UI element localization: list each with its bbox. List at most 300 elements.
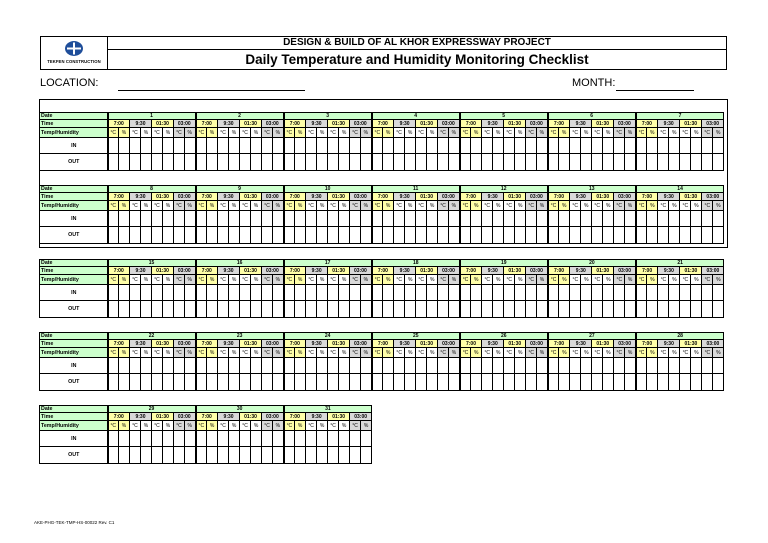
reading-cell[interactable] [130, 447, 141, 464]
reading-cell[interactable] [174, 431, 185, 447]
reading-cell[interactable] [273, 301, 284, 318]
reading-cell[interactable] [449, 138, 460, 154]
reading-cell[interactable] [537, 374, 548, 391]
reading-cell[interactable] [504, 154, 515, 171]
reading-cell[interactable] [295, 138, 306, 154]
reading-cell[interactable] [328, 211, 339, 227]
reading-cell[interactable] [130, 211, 141, 227]
reading-cell[interactable] [713, 154, 724, 171]
reading-cell[interactable] [493, 285, 504, 301]
reading-cell[interactable] [240, 154, 251, 171]
month-field[interactable] [616, 90, 694, 91]
reading-cell[interactable] [218, 431, 229, 447]
reading-cell[interactable] [262, 211, 273, 227]
reading-cell[interactable] [185, 301, 196, 318]
reading-cell[interactable] [108, 285, 119, 301]
reading-cell[interactable] [185, 285, 196, 301]
reading-cell[interactable] [361, 301, 372, 318]
reading-cell[interactable] [504, 374, 515, 391]
reading-cell[interactable] [152, 154, 163, 171]
reading-cell[interactable] [526, 154, 537, 171]
reading-cell[interactable] [218, 285, 229, 301]
reading-cell[interactable] [174, 138, 185, 154]
reading-cell[interactable] [339, 358, 350, 374]
reading-cell[interactable] [152, 374, 163, 391]
reading-cell[interactable] [317, 358, 328, 374]
reading-cell[interactable] [295, 301, 306, 318]
reading-cell[interactable] [702, 154, 713, 171]
reading-cell[interactable] [493, 211, 504, 227]
reading-cell[interactable] [658, 285, 669, 301]
reading-cell[interactable] [339, 285, 350, 301]
reading-cell[interactable] [383, 138, 394, 154]
reading-cell[interactable] [614, 154, 625, 171]
reading-cell[interactable] [262, 138, 273, 154]
reading-cell[interactable] [174, 211, 185, 227]
reading-cell[interactable] [394, 154, 405, 171]
reading-cell[interactable] [130, 138, 141, 154]
reading-cell[interactable] [647, 211, 658, 227]
reading-cell[interactable] [306, 211, 317, 227]
reading-cell[interactable] [262, 358, 273, 374]
reading-cell[interactable] [141, 358, 152, 374]
reading-cell[interactable] [372, 358, 383, 374]
reading-cell[interactable] [548, 211, 559, 227]
reading-cell[interactable] [240, 227, 251, 244]
reading-cell[interactable] [570, 358, 581, 374]
reading-cell[interactable] [691, 154, 702, 171]
reading-cell[interactable] [218, 138, 229, 154]
reading-cell[interactable] [339, 301, 350, 318]
reading-cell[interactable] [141, 285, 152, 301]
reading-cell[interactable] [438, 358, 449, 374]
reading-cell[interactable] [306, 154, 317, 171]
reading-cell[interactable] [713, 211, 724, 227]
reading-cell[interactable] [119, 154, 130, 171]
reading-cell[interactable] [570, 227, 581, 244]
reading-cell[interactable] [680, 301, 691, 318]
reading-cell[interactable] [471, 211, 482, 227]
reading-cell[interactable] [658, 211, 669, 227]
reading-cell[interactable] [240, 285, 251, 301]
reading-cell[interactable] [262, 301, 273, 318]
reading-cell[interactable] [317, 285, 328, 301]
reading-cell[interactable] [218, 154, 229, 171]
reading-cell[interactable] [262, 154, 273, 171]
reading-cell[interactable] [119, 227, 130, 244]
reading-cell[interactable] [504, 301, 515, 318]
reading-cell[interactable] [669, 154, 680, 171]
reading-cell[interactable] [570, 285, 581, 301]
reading-cell[interactable] [372, 227, 383, 244]
reading-cell[interactable] [669, 285, 680, 301]
reading-cell[interactable] [702, 138, 713, 154]
reading-cell[interactable] [185, 374, 196, 391]
reading-cell[interactable] [394, 227, 405, 244]
reading-cell[interactable] [614, 301, 625, 318]
reading-cell[interactable] [416, 154, 427, 171]
reading-cell[interactable] [317, 374, 328, 391]
reading-cell[interactable] [526, 358, 537, 374]
reading-cell[interactable] [163, 285, 174, 301]
reading-cell[interactable] [702, 285, 713, 301]
reading-cell[interactable] [581, 301, 592, 318]
reading-cell[interactable] [482, 138, 493, 154]
reading-cell[interactable] [240, 301, 251, 318]
reading-cell[interactable] [680, 358, 691, 374]
reading-cell[interactable] [108, 138, 119, 154]
reading-cell[interactable] [636, 285, 647, 301]
reading-cell[interactable] [130, 301, 141, 318]
reading-cell[interactable] [273, 227, 284, 244]
reading-cell[interactable] [295, 431, 306, 447]
reading-cell[interactable] [273, 154, 284, 171]
reading-cell[interactable] [108, 374, 119, 391]
reading-cell[interactable] [185, 358, 196, 374]
reading-cell[interactable] [559, 358, 570, 374]
reading-cell[interactable] [669, 358, 680, 374]
reading-cell[interactable] [669, 138, 680, 154]
reading-cell[interactable] [108, 447, 119, 464]
reading-cell[interactable] [702, 211, 713, 227]
reading-cell[interactable] [262, 447, 273, 464]
reading-cell[interactable] [493, 301, 504, 318]
reading-cell[interactable] [603, 285, 614, 301]
reading-cell[interactable] [306, 138, 317, 154]
reading-cell[interactable] [405, 358, 416, 374]
reading-cell[interactable] [713, 374, 724, 391]
reading-cell[interactable] [526, 285, 537, 301]
reading-cell[interactable] [339, 154, 350, 171]
reading-cell[interactable] [537, 358, 548, 374]
reading-cell[interactable] [636, 227, 647, 244]
reading-cell[interactable] [471, 138, 482, 154]
reading-cell[interactable] [471, 227, 482, 244]
reading-cell[interactable] [284, 374, 295, 391]
reading-cell[interactable] [603, 227, 614, 244]
reading-cell[interactable] [251, 138, 262, 154]
reading-cell[interactable] [559, 285, 570, 301]
reading-cell[interactable] [372, 374, 383, 391]
reading-cell[interactable] [581, 285, 592, 301]
reading-cell[interactable] [625, 211, 636, 227]
reading-cell[interactable] [141, 227, 152, 244]
reading-cell[interactable] [251, 227, 262, 244]
reading-cell[interactable] [515, 374, 526, 391]
reading-cell[interactable] [141, 138, 152, 154]
reading-cell[interactable] [119, 358, 130, 374]
reading-cell[interactable] [680, 211, 691, 227]
reading-cell[interactable] [130, 154, 141, 171]
reading-cell[interactable] [196, 358, 207, 374]
reading-cell[interactable] [548, 374, 559, 391]
reading-cell[interactable] [251, 374, 262, 391]
reading-cell[interactable] [658, 301, 669, 318]
reading-cell[interactable] [691, 227, 702, 244]
reading-cell[interactable] [625, 227, 636, 244]
reading-cell[interactable] [273, 358, 284, 374]
reading-cell[interactable] [152, 358, 163, 374]
reading-cell[interactable] [482, 301, 493, 318]
reading-cell[interactable] [625, 374, 636, 391]
reading-cell[interactable] [460, 227, 471, 244]
reading-cell[interactable] [416, 374, 427, 391]
reading-cell[interactable] [383, 285, 394, 301]
reading-cell[interactable] [152, 285, 163, 301]
reading-cell[interactable] [559, 154, 570, 171]
reading-cell[interactable] [658, 138, 669, 154]
reading-cell[interactable] [504, 285, 515, 301]
reading-cell[interactable] [196, 374, 207, 391]
reading-cell[interactable] [416, 138, 427, 154]
reading-cell[interactable] [295, 374, 306, 391]
reading-cell[interactable] [174, 301, 185, 318]
reading-cell[interactable] [328, 447, 339, 464]
reading-cell[interactable] [658, 374, 669, 391]
reading-cell[interactable] [449, 154, 460, 171]
reading-cell[interactable] [603, 301, 614, 318]
reading-cell[interactable] [647, 285, 658, 301]
reading-cell[interactable] [163, 431, 174, 447]
reading-cell[interactable] [416, 358, 427, 374]
reading-cell[interactable] [680, 227, 691, 244]
reading-cell[interactable] [438, 154, 449, 171]
reading-cell[interactable] [658, 227, 669, 244]
reading-cell[interactable] [702, 358, 713, 374]
reading-cell[interactable] [361, 285, 372, 301]
reading-cell[interactable] [427, 374, 438, 391]
reading-cell[interactable] [614, 374, 625, 391]
reading-cell[interactable] [119, 211, 130, 227]
reading-cell[interactable] [196, 285, 207, 301]
reading-cell[interactable] [669, 227, 680, 244]
reading-cell[interactable] [669, 374, 680, 391]
reading-cell[interactable] [592, 374, 603, 391]
reading-cell[interactable] [691, 211, 702, 227]
reading-cell[interactable] [460, 138, 471, 154]
reading-cell[interactable] [163, 447, 174, 464]
reading-cell[interactable] [537, 211, 548, 227]
reading-cell[interactable] [361, 374, 372, 391]
reading-cell[interactable] [372, 285, 383, 301]
reading-cell[interactable] [240, 358, 251, 374]
reading-cell[interactable] [339, 138, 350, 154]
reading-cell[interactable] [559, 211, 570, 227]
reading-cell[interactable] [405, 301, 416, 318]
reading-cell[interactable] [438, 285, 449, 301]
reading-cell[interactable] [548, 154, 559, 171]
reading-cell[interactable] [438, 138, 449, 154]
reading-cell[interactable] [526, 211, 537, 227]
reading-cell[interactable] [196, 211, 207, 227]
reading-cell[interactable] [273, 285, 284, 301]
reading-cell[interactable] [152, 211, 163, 227]
reading-cell[interactable] [603, 138, 614, 154]
reading-cell[interactable] [603, 154, 614, 171]
reading-cell[interactable] [273, 138, 284, 154]
reading-cell[interactable] [680, 374, 691, 391]
reading-cell[interactable] [119, 301, 130, 318]
reading-cell[interactable] [416, 211, 427, 227]
reading-cell[interactable] [592, 211, 603, 227]
reading-cell[interactable] [273, 374, 284, 391]
reading-cell[interactable] [702, 374, 713, 391]
reading-cell[interactable] [383, 301, 394, 318]
reading-cell[interactable] [108, 211, 119, 227]
reading-cell[interactable] [163, 211, 174, 227]
reading-cell[interactable] [306, 447, 317, 464]
reading-cell[interactable] [119, 447, 130, 464]
reading-cell[interactable] [218, 374, 229, 391]
reading-cell[interactable] [405, 285, 416, 301]
reading-cell[interactable] [405, 211, 416, 227]
reading-cell[interactable] [625, 154, 636, 171]
reading-cell[interactable] [614, 285, 625, 301]
reading-cell[interactable] [306, 227, 317, 244]
reading-cell[interactable] [251, 447, 262, 464]
reading-cell[interactable] [713, 285, 724, 301]
reading-cell[interactable] [350, 431, 361, 447]
reading-cell[interactable] [196, 227, 207, 244]
reading-cell[interactable] [592, 285, 603, 301]
reading-cell[interactable] [515, 301, 526, 318]
reading-cell[interactable] [460, 301, 471, 318]
reading-cell[interactable] [328, 154, 339, 171]
reading-cell[interactable] [152, 447, 163, 464]
reading-cell[interactable] [317, 301, 328, 318]
reading-cell[interactable] [647, 358, 658, 374]
reading-cell[interactable] [548, 285, 559, 301]
reading-cell[interactable] [548, 227, 559, 244]
reading-cell[interactable] [504, 358, 515, 374]
reading-cell[interactable] [284, 301, 295, 318]
reading-cell[interactable] [493, 138, 504, 154]
reading-cell[interactable] [427, 301, 438, 318]
reading-cell[interactable] [229, 447, 240, 464]
reading-cell[interactable] [647, 301, 658, 318]
reading-cell[interactable] [614, 138, 625, 154]
reading-cell[interactable] [570, 138, 581, 154]
reading-cell[interactable] [570, 301, 581, 318]
reading-cell[interactable] [669, 301, 680, 318]
reading-cell[interactable] [482, 285, 493, 301]
reading-cell[interactable] [515, 211, 526, 227]
reading-cell[interactable] [284, 285, 295, 301]
reading-cell[interactable] [537, 227, 548, 244]
reading-cell[interactable] [350, 301, 361, 318]
reading-cell[interactable] [625, 301, 636, 318]
reading-cell[interactable] [537, 138, 548, 154]
reading-cell[interactable] [438, 227, 449, 244]
reading-cell[interactable] [449, 358, 460, 374]
reading-cell[interactable] [141, 154, 152, 171]
reading-cell[interactable] [372, 154, 383, 171]
reading-cell[interactable] [229, 374, 240, 391]
reading-cell[interactable] [174, 358, 185, 374]
reading-cell[interactable] [427, 227, 438, 244]
reading-cell[interactable] [207, 358, 218, 374]
reading-cell[interactable] [647, 154, 658, 171]
reading-cell[interactable] [636, 211, 647, 227]
reading-cell[interactable] [350, 227, 361, 244]
reading-cell[interactable] [284, 447, 295, 464]
reading-cell[interactable] [383, 211, 394, 227]
reading-cell[interactable] [218, 447, 229, 464]
reading-cell[interactable] [680, 285, 691, 301]
reading-cell[interactable] [449, 301, 460, 318]
reading-cell[interactable] [174, 227, 185, 244]
reading-cell[interactable] [339, 431, 350, 447]
reading-cell[interactable] [339, 374, 350, 391]
reading-cell[interactable] [229, 431, 240, 447]
reading-cell[interactable] [163, 301, 174, 318]
reading-cell[interactable] [251, 431, 262, 447]
reading-cell[interactable] [416, 285, 427, 301]
reading-cell[interactable] [581, 138, 592, 154]
reading-cell[interactable] [229, 285, 240, 301]
reading-cell[interactable] [471, 374, 482, 391]
reading-cell[interactable] [130, 227, 141, 244]
reading-cell[interactable] [427, 154, 438, 171]
reading-cell[interactable] [207, 154, 218, 171]
reading-cell[interactable] [537, 285, 548, 301]
reading-cell[interactable] [251, 358, 262, 374]
reading-cell[interactable] [273, 447, 284, 464]
reading-cell[interactable] [328, 227, 339, 244]
reading-cell[interactable] [713, 358, 724, 374]
reading-cell[interactable] [229, 154, 240, 171]
reading-cell[interactable] [174, 447, 185, 464]
reading-cell[interactable] [328, 138, 339, 154]
reading-cell[interactable] [482, 154, 493, 171]
reading-cell[interactable] [460, 374, 471, 391]
reading-cell[interactable] [559, 374, 570, 391]
reading-cell[interactable] [229, 211, 240, 227]
reading-cell[interactable] [328, 301, 339, 318]
reading-cell[interactable] [306, 285, 317, 301]
reading-cell[interactable] [636, 374, 647, 391]
reading-cell[interactable] [130, 358, 141, 374]
reading-cell[interactable] [691, 301, 702, 318]
reading-cell[interactable] [328, 285, 339, 301]
reading-cell[interactable] [229, 227, 240, 244]
reading-cell[interactable] [614, 358, 625, 374]
reading-cell[interactable] [603, 374, 614, 391]
reading-cell[interactable] [196, 447, 207, 464]
reading-cell[interactable] [482, 358, 493, 374]
reading-cell[interactable] [284, 154, 295, 171]
reading-cell[interactable] [405, 374, 416, 391]
reading-cell[interactable] [581, 374, 592, 391]
reading-cell[interactable] [196, 138, 207, 154]
reading-cell[interactable] [185, 211, 196, 227]
reading-cell[interactable] [163, 154, 174, 171]
reading-cell[interactable] [548, 138, 559, 154]
reading-cell[interactable] [713, 227, 724, 244]
reading-cell[interactable] [493, 358, 504, 374]
reading-cell[interactable] [207, 431, 218, 447]
reading-cell[interactable] [537, 154, 548, 171]
reading-cell[interactable] [394, 358, 405, 374]
reading-cell[interactable] [691, 358, 702, 374]
reading-cell[interactable] [614, 211, 625, 227]
reading-cell[interactable] [295, 285, 306, 301]
reading-cell[interactable] [119, 138, 130, 154]
reading-cell[interactable] [361, 211, 372, 227]
reading-cell[interactable] [207, 211, 218, 227]
reading-cell[interactable] [592, 358, 603, 374]
reading-cell[interactable] [295, 447, 306, 464]
